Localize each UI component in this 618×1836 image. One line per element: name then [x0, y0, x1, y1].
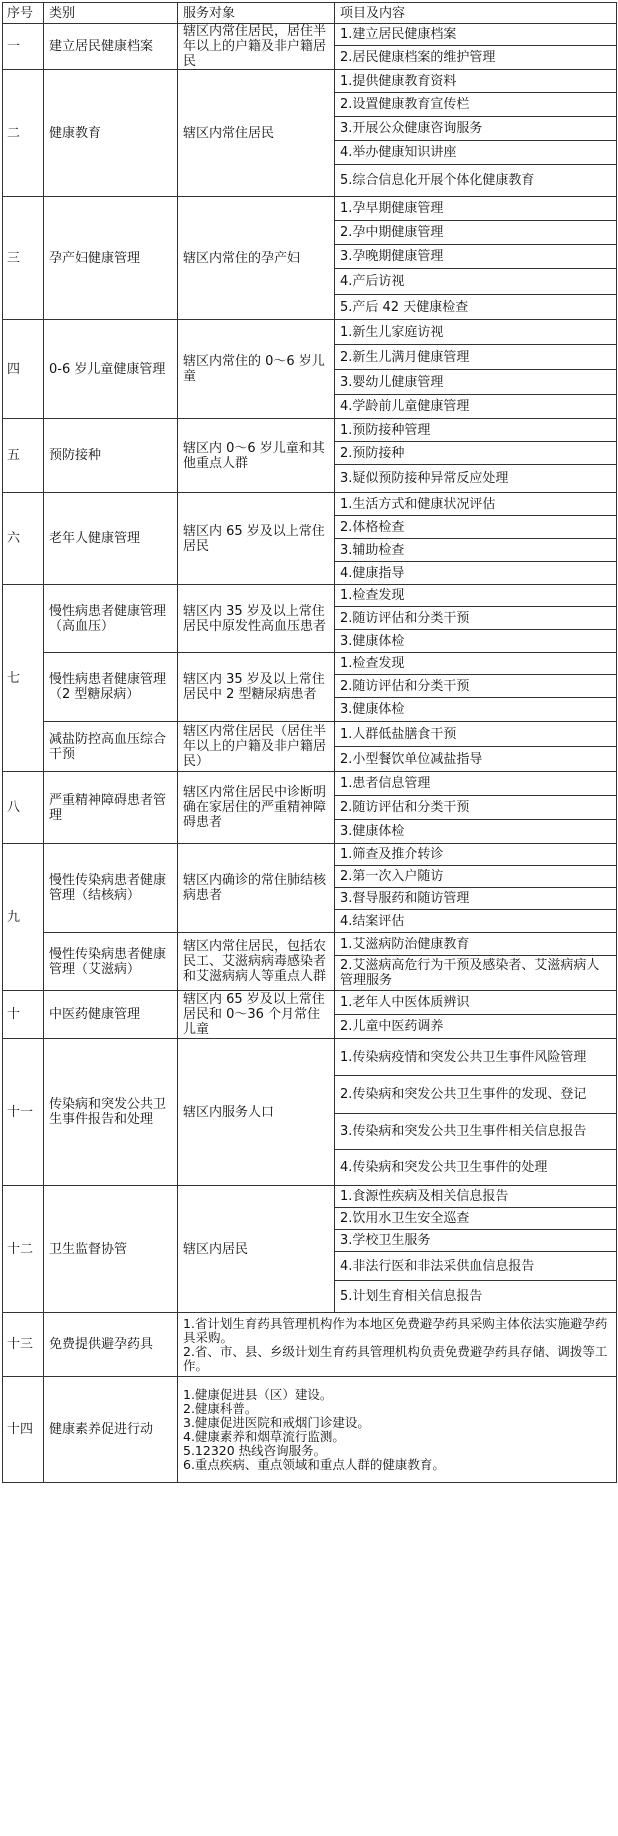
target-cell: 辖区内服务人口: [178, 1039, 335, 1186]
content-item: 4.结案评估: [335, 910, 617, 933]
row-number: 二: [3, 70, 44, 197]
table-row: [3, 585, 617, 607]
content-item: 1.新生儿家庭访视: [335, 320, 617, 345]
target-cell: 辖区内 65 岁及以上常住居民和 0～36 个月常住儿童: [178, 991, 335, 1039]
header-content: 项目及内容: [335, 3, 617, 24]
content-item: 1.食源性疾病及相关信息报告: [335, 1186, 617, 1208]
target-cell: 辖区内常住居民，居住半年以上的户籍及非户籍居民: [178, 24, 335, 70]
content-item: 3.婴幼儿健康管理: [335, 370, 617, 395]
content-item: 3.督导服药和随访管理: [335, 888, 617, 910]
row-number: 十三: [3, 1313, 44, 1377]
content-item: 4.健康指导: [335, 562, 617, 585]
content-item: 5.产后 42 天健康检查: [335, 295, 617, 320]
category-cell: 0-6 岁儿童健康管理: [44, 320, 178, 419]
content-item: 5.计划生育相关信息报告: [335, 1281, 617, 1313]
content-item: 3.健康体检: [335, 698, 617, 722]
table-row: [3, 320, 617, 345]
header-row: [3, 3, 617, 24]
category-cell: 中医药健康管理: [44, 991, 178, 1039]
content-line: 3.健康促进医院和戒烟门诊建设。: [183, 1414, 370, 1430]
target-cell: 辖区内确诊的常住肺结核病患者: [178, 844, 335, 933]
row-number: 一: [3, 24, 44, 70]
row-number: 七: [3, 585, 44, 772]
content-item: 2.传染病和突发公共卫生事件的发现、登记: [335, 1076, 617, 1114]
table-row: [3, 493, 617, 516]
content-item: 2.儿童中医药调养: [335, 1015, 617, 1039]
content-item: 3.传染病和突发公共卫生事件相关信息报告: [335, 1114, 617, 1150]
content-item: 3.健康体检: [335, 820, 617, 844]
category-cell: 传染病和突发公共卫生事件报告和处理: [44, 1039, 178, 1186]
header-category: 类别: [44, 3, 178, 24]
content-item: 1.人群低盐膳食干预: [335, 722, 617, 747]
category-cell: 孕产妇健康管理: [44, 197, 178, 320]
content-item: 2.新生儿满月健康管理: [335, 345, 617, 370]
content-item: 2.随访评估和分类干预: [335, 675, 617, 698]
target-cell: 辖区内 35 岁及以上常住居民中 2 型糖尿病患者: [178, 653, 335, 722]
row-number: 八: [3, 772, 44, 844]
target-cell: 辖区内常住的 0～6 岁儿童: [178, 320, 335, 419]
row-number: 十二: [3, 1186, 44, 1313]
content-line: 2.省、市、县、乡级计划生育药具管理机构负责免费避孕药具存储、调拨等工作。: [183, 1343, 608, 1373]
content-item: 4.非法行医和非法采供血信息报告: [335, 1252, 617, 1281]
category-cell: 健康素养促进行动: [44, 1377, 178, 1483]
row-number: 四: [3, 320, 44, 419]
content-item: 1.筛查及推介转诊: [335, 844, 617, 866]
content-item: 1.患者信息管理: [335, 772, 617, 796]
category-cell: 严重精神障碍患者管理: [44, 772, 178, 844]
content-item: 2.小型餐饮单位减盐指导: [335, 747, 617, 772]
table-row: [3, 722, 617, 747]
category-cell: 慢性传染病患者健康管理（艾滋病）: [44, 933, 178, 991]
content-item: 1.预防接种管理: [335, 419, 617, 442]
content-item: 2.随访评估和分类干预: [335, 607, 617, 630]
row-number: 五: [3, 419, 44, 493]
header-no: 序号: [3, 3, 44, 24]
content-item: 2.设置健康教育宣传栏: [335, 93, 617, 117]
table-row: [3, 70, 617, 93]
target-cell: 辖区内 35 岁及以上常住居民中原发性高血压患者: [178, 585, 335, 653]
content-item: 2.孕中期健康管理: [335, 221, 617, 245]
target-cell: 辖区内 0～6 岁儿童和其他重点人群: [178, 419, 335, 493]
content-item: 2.随访评估和分类干预: [335, 796, 617, 820]
content-item: 4.举办健康知识讲座: [335, 141, 617, 165]
target-cell: 辖区内常住居民: [178, 70, 335, 197]
content-line: 1.健康促进县（区）建设。: [183, 1386, 333, 1402]
content-line: 6.重点疾病、重点领域和重点人群的健康教育。: [183, 1456, 445, 1472]
row-number: 九: [3, 844, 44, 991]
category-cell: 慢性病患者健康管理（2 型糖尿病）: [44, 653, 178, 722]
category-cell: 减盐防控高血压综合干预: [44, 722, 178, 772]
content-item: 3.健康体检: [335, 630, 617, 653]
category-cell: 老年人健康管理: [44, 493, 178, 585]
table-row: [3, 1039, 617, 1076]
target-cell: 辖区内常住居民，包括农民工、艾滋病病毒感染者和艾滋病病人等重点人群: [178, 933, 335, 991]
table-row: [3, 1377, 617, 1483]
content-item: 1.传染病疫情和突发公共卫生事件风险管理: [335, 1039, 617, 1076]
category-cell: 慢性病患者健康管理（高血压）: [44, 585, 178, 653]
target-cell: 辖区内居民: [178, 1186, 335, 1313]
table-row: [3, 933, 617, 956]
table-row: [3, 1186, 617, 1208]
category-cell: 建立居民健康档案: [44, 24, 178, 70]
table-row: [3, 844, 617, 866]
table-row: [3, 772, 617, 796]
table-row: [3, 653, 617, 675]
content-item: 1.提供健康教育资料: [335, 70, 617, 93]
table-row: [3, 24, 617, 46]
table-row: [3, 197, 617, 221]
content-item: 4.产后访视: [335, 269, 617, 295]
target-cell: 辖区内常住居民（居住半年以上的户籍及非户籍居民）: [178, 722, 335, 772]
content-item: 1.生活方式和健康状况评估: [335, 493, 617, 516]
content-item: 1.检查发现: [335, 585, 617, 607]
content-item: 3.开展公众健康咨询服务: [335, 117, 617, 141]
content-item: 4.传染病和突发公共卫生事件的处理: [335, 1150, 617, 1186]
content-item: 3.孕晚期健康管理: [335, 245, 617, 269]
service-table: [2, 2, 617, 1483]
target-cell: 辖区内常住居民中诊断明确在家居住的严重精神障碍患者: [178, 772, 335, 844]
content-cell: [178, 1313, 617, 1377]
content-item: 1.孕早期健康管理: [335, 197, 617, 221]
content-item: 1.检查发现: [335, 653, 617, 675]
content-item: 1.艾滋病防治健康教育: [335, 933, 617, 956]
content-line: 5.12320 热线咨询服务。: [183, 1442, 327, 1458]
content-item: 1.老年人中医体质辨识: [335, 991, 617, 1015]
content-item: 3.学校卫生服务: [335, 1230, 617, 1252]
category-cell: 卫生监督协管: [44, 1186, 178, 1313]
content-item: 3.辅助检查: [335, 539, 617, 562]
content-line: 1.省计划生育药具管理机构作为本地区免费避孕药具采购主体依法实施避孕药具采购。: [183, 1315, 608, 1345]
category-cell: 预防接种: [44, 419, 178, 493]
table-row: [3, 419, 617, 442]
content-item: 2.艾滋病高危行为干预及感染者、艾滋病病人管理服务: [335, 956, 617, 991]
content-line: 4.健康素养和烟草流行监测。: [183, 1428, 345, 1444]
content-item: 2.体格检查: [335, 516, 617, 539]
row-number: 十: [3, 991, 44, 1039]
row-number: 六: [3, 493, 44, 585]
content-item: 4.学龄前儿童健康管理: [335, 395, 617, 419]
content-item: 2.第一次入户随访: [335, 866, 617, 888]
category-cell: 慢性传染病患者健康管理（结核病）: [44, 844, 178, 933]
row-number: 十四: [3, 1377, 44, 1483]
row-number: 三: [3, 197, 44, 320]
header-target: 服务对象: [178, 3, 335, 24]
category-cell: 免费提供避孕药具: [44, 1313, 178, 1377]
content-cell: [178, 1377, 617, 1483]
content-item: 5.综合信息化开展个体化健康教育: [335, 165, 617, 197]
row-number: 十一: [3, 1039, 44, 1186]
content-item: 2.预防接种: [335, 442, 617, 465]
table-row: [3, 991, 617, 1015]
content-line: 2.健康科普。: [183, 1400, 258, 1416]
target-cell: 辖区内 65 岁及以上常住居民: [178, 493, 335, 585]
table-row: [3, 1313, 617, 1377]
content-item: 2.饮用水卫生安全巡查: [335, 1208, 617, 1230]
content-item: 3.疑似预防接种异常反应处理: [335, 465, 617, 493]
content-item: 2.居民健康档案的维护管理: [335, 45, 617, 69]
target-cell: 辖区内常住的孕产妇: [178, 197, 335, 320]
category-cell: 健康教育: [44, 70, 178, 197]
content-item: 1.建立居民健康档案: [335, 24, 617, 46]
